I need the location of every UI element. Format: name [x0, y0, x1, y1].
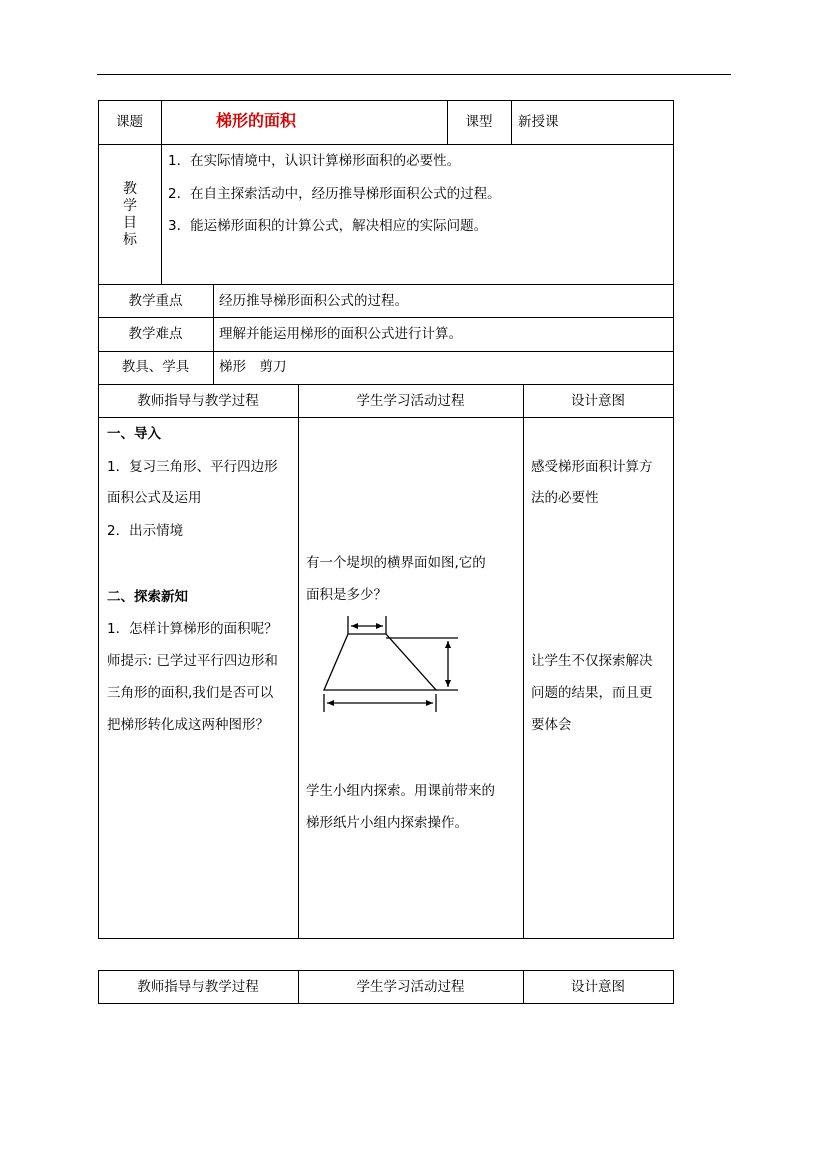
- goals-label: 教学目标: [123, 181, 137, 248]
- focus-label: 教学重点: [128, 293, 183, 309]
- intent-2b: 问题的结果，而且更: [531, 685, 653, 701]
- type-label: 课型: [465, 114, 493, 130]
- teacher-hint-2: 三角形的面积,我们是否可以: [107, 685, 274, 701]
- student-group-1: 学生小组内探索。用课前带来的: [306, 783, 495, 799]
- tools-label: 教具、学具: [121, 359, 190, 375]
- student-problem-2: 面积是多少？: [306, 587, 387, 603]
- col2-intent-header: 设计意图: [571, 979, 625, 995]
- teacher-item-2: 2．出示情境: [107, 523, 184, 539]
- topic-title: 梯形的面积: [215, 111, 296, 130]
- intent-2a: 让学生不仅探索解决: [531, 653, 653, 669]
- teacher-question: 1．怎样计算梯形的面积呢？: [107, 621, 278, 637]
- col2-student-header: 学生学习活动过程: [356, 979, 465, 995]
- topic-label: 课题: [116, 114, 143, 130]
- teacher-hint-1: 师提示: 已学过平行四边形和: [107, 653, 278, 669]
- teacher-item-1a: 1．复习三角形、平行四边形: [107, 459, 278, 475]
- col-teacher-header: 教师指导与教学过程: [137, 393, 259, 409]
- section-intro: 一、导入: [107, 426, 161, 442]
- difficulty-label: 教学难点: [128, 326, 183, 342]
- col-intent-header: 设计意图: [571, 393, 625, 409]
- intent-2c: 要体会: [531, 717, 572, 733]
- teacher-item-1b: 面积公式及运用: [107, 490, 202, 506]
- goal-item-2: 2．在自主探索活动中，经历推导梯形面积公式的过程。: [168, 186, 501, 202]
- header-rule: [97, 74, 731, 75]
- student-problem-1: 有一个堤坝的横界面如图,它的: [306, 555, 486, 571]
- difficulty-value: 理解并能运用梯形的面积公式进行计算。: [219, 326, 462, 342]
- type-value: 新授课: [518, 114, 559, 130]
- student-group-2: 梯形纸片小组内探索操作。: [306, 815, 468, 831]
- tools-value: 梯形 剪刀: [219, 359, 287, 375]
- goal-item-3: 3．能运梯形面积的计算公式，解决相应的实际问题。: [168, 218, 488, 234]
- goal-item-1: 1．在实际情境中，认识计算梯形面积的必要性。: [168, 153, 461, 169]
- col-student-header: 学生学习活动过程: [356, 393, 465, 409]
- col2-teacher-header: 教师指导与教学过程: [137, 979, 259, 995]
- intent-1b: 法的必要性: [531, 490, 599, 506]
- trapezoid-diagram: [318, 612, 463, 718]
- intent-1a: 感受梯形面积计算方: [531, 459, 653, 475]
- section-explore: 二、探索新知: [107, 589, 188, 605]
- teacher-hint-3: 把梯形转化成这两种图形？: [107, 717, 269, 733]
- focus-value: 经历推导梯形面积公式的过程。: [219, 293, 408, 309]
